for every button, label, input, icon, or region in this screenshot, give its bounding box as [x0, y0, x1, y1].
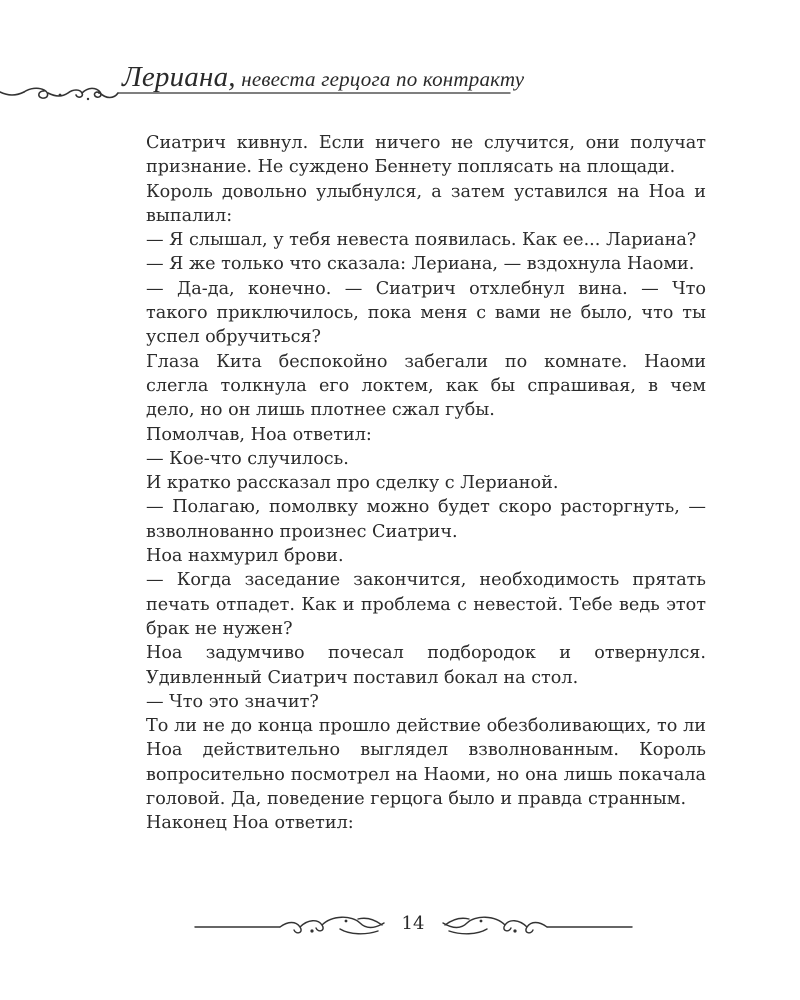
book-title-main: Лериана, [122, 61, 236, 93]
paragraph: — Полагаю, помолвку можно будет скоро расторгнуть, — взволнованно произнес Сиатрич. [146, 497, 706, 542]
paragraph: Ноа задумчиво почесал подбородок и отвернулся. Удивленный Сиатрич поставил бокал на стол. [146, 643, 706, 688]
paragraph: Ноа нахмурил брови. [146, 546, 344, 567]
running-header [0, 55, 800, 105]
paragraph: Помолчав, Ноа ответил: [146, 424, 372, 445]
book-title-rest: невеста герцога по контракту [241, 67, 525, 91]
paragraph: И кратко рассказал про сделку с Лерианой. [146, 473, 559, 494]
paragraph: — Да-да, конечно. — Сиатрич отхлебнул вина. — Что такого приключилось, пока меня с вами не было, что ты успел обручиться? [146, 278, 706, 348]
book-title [122, 61, 524, 94]
paragraph: — Я слышал, у тебя невеста появилась. Как ее... Лариана? [146, 230, 697, 251]
paragraph: Король довольно улыбнулся, а затем уставился на Ноа и выпалил: [146, 181, 706, 226]
paragraph: — Кое-что случилось. [146, 448, 349, 469]
paragraph: Сиатрич кивнул. Если ничего не случится, они получат признание. Не суждено Беннету поплясать на площади. [146, 133, 706, 178]
page-footer [0, 905, 800, 945]
paragraph: — Что это значит? [146, 691, 319, 712]
page-number: 14 [401, 913, 425, 934]
paragraph: То ли не до конца прошло действие обезболивающих, то ли Ноа действительно выглядел взволнованным. Король вопросительно посмотрел на Наоми, но она лишь покачала головой. Да, поведение герцога было и правда странным. [146, 716, 706, 810]
paragraph: Наконец Ноа ответил: [146, 813, 354, 834]
paragraph: — Когда заседание закончится, необходимость прятать печать отпадет. Как и проблема с невестой. Тебе ведь этот брак не нужен? [146, 570, 706, 639]
paragraph: Глаза Кита беспокойно забегали по комнате. Наоми слегла толкнула его локтем, как бы спрашивая, в чем дело, но он лишь плотнее сжал губы. [146, 351, 706, 421]
paragraph: — Я же только что сказала: Лериана, — вздохнула Наоми. [146, 254, 695, 275]
page-text [146, 131, 706, 836]
